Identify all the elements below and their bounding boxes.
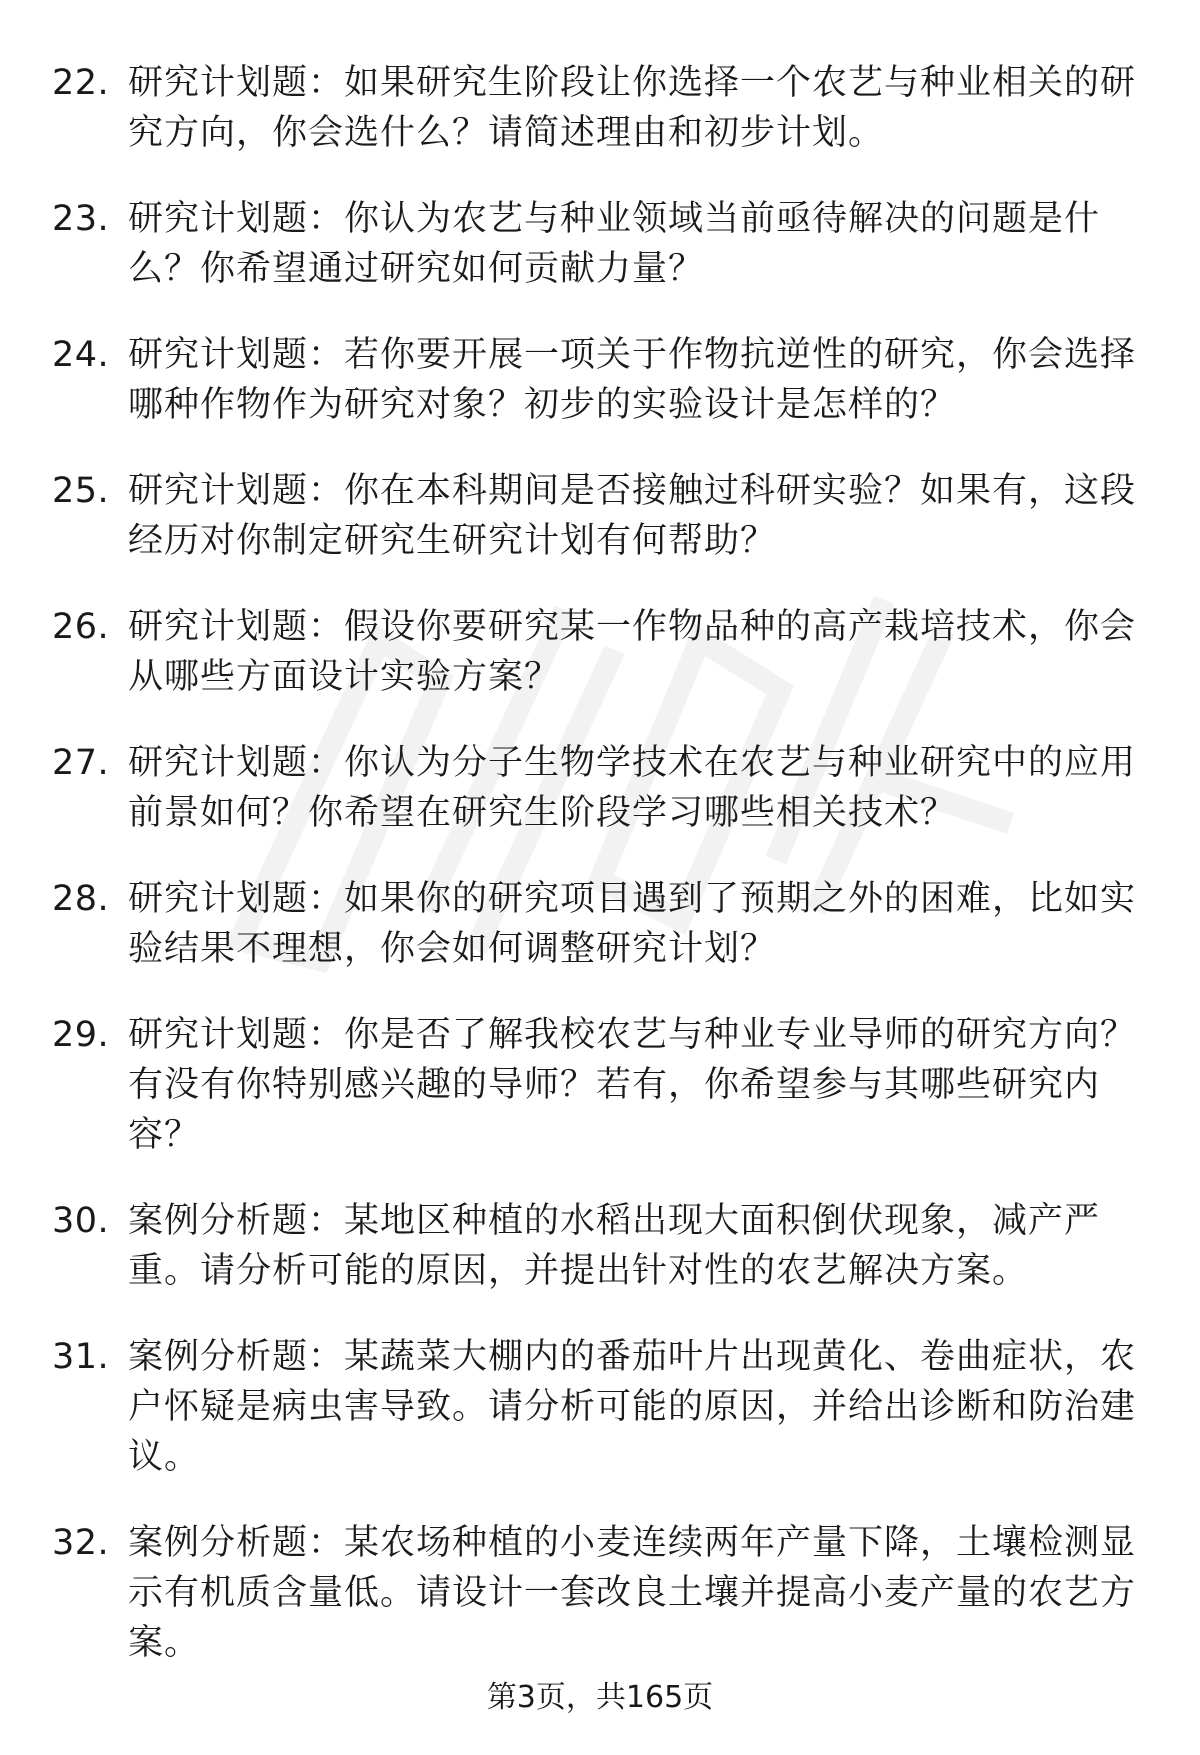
question-text: 案例分析题：某农场种植的小麦连续两年产量下降，土壤检测显示有机质含量低。请设计一套改良土壤并提高小麦产量的农艺方案。 xyxy=(128,1523,1137,1663)
question-text: 研究计划题：你在本科期间是否接触过科研实验？如果有，这段经历对你制定研究生研究计划有何帮助？ xyxy=(128,471,1137,561)
question-text: 研究计划题：你认为分子生物学技术在农艺与种业研究中的应用前景如何？你希望在研究生阶段学习哪些相关技术？ xyxy=(128,743,1137,833)
question-item xyxy=(0,194,1200,294)
question-number: 26. xyxy=(52,607,110,647)
question-text: 研究计划题：假设你要研究某一作物品种的高产栽培技术，你会从哪些方面设计实验方案？ xyxy=(128,607,1137,697)
question-number: 25. xyxy=(52,471,110,511)
question-text: 案例分析题：某地区种植的水稻出现大面积倒伏现象，减产严重。请分析可能的原因，并提出针对性的农艺解决方案。 xyxy=(128,1201,1101,1291)
question-number: 22. xyxy=(52,63,110,103)
question-item xyxy=(0,1332,1200,1482)
question-number: 28. xyxy=(52,879,110,919)
question-number: 29. xyxy=(52,1015,110,1055)
question-item xyxy=(0,1196,1200,1296)
question-item xyxy=(0,466,1200,566)
question-number: 27. xyxy=(52,743,110,783)
question-item xyxy=(0,602,1200,702)
question-item xyxy=(0,1518,1200,1668)
question-list xyxy=(0,58,1200,1704)
question-text: 研究计划题：如果研究生阶段让你选择一个农艺与种业相关的研究方向，你会选什么？请简述理由和初步计划。 xyxy=(128,63,1137,153)
question-item xyxy=(0,1010,1200,1160)
question-number: 23. xyxy=(52,199,110,239)
question-item xyxy=(0,738,1200,838)
question-item xyxy=(0,874,1200,974)
question-text: 研究计划题：你是否了解我校农艺与种业专业导师的研究方向？有没有你特别感兴趣的导师？若有，你希望参与其哪些研究内容？ xyxy=(128,1015,1137,1155)
question-number: 32. xyxy=(52,1523,110,1563)
question-number: 31. xyxy=(52,1337,110,1377)
question-text: 案例分析题：某蔬菜大棚内的番茄叶片出现黄化、卷曲症状，农户怀疑是病虫害导致。请分析可能的原因，并给出诊断和防治建议。 xyxy=(128,1337,1137,1477)
question-text: 研究计划题：如果你的研究项目遇到了预期之外的困难，比如实验结果不理想，你会如何调整研究计划？ xyxy=(128,879,1137,969)
question-item xyxy=(0,58,1200,158)
question-text: 研究计划题：你认为农艺与种业领域当前亟待解决的问题是什么？你希望通过研究如何贡献力量？ xyxy=(128,199,1101,289)
question-text: 研究计划题：若你要开展一项关于作物抗逆性的研究，你会选择哪种作物作为研究对象？初步的实验设计是怎样的？ xyxy=(128,335,1137,425)
question-number: 24. xyxy=(52,335,110,375)
question-number: 30. xyxy=(52,1201,110,1241)
page-number-footer: 第3页，共165页 xyxy=(486,1680,714,1715)
question-item xyxy=(0,330,1200,430)
